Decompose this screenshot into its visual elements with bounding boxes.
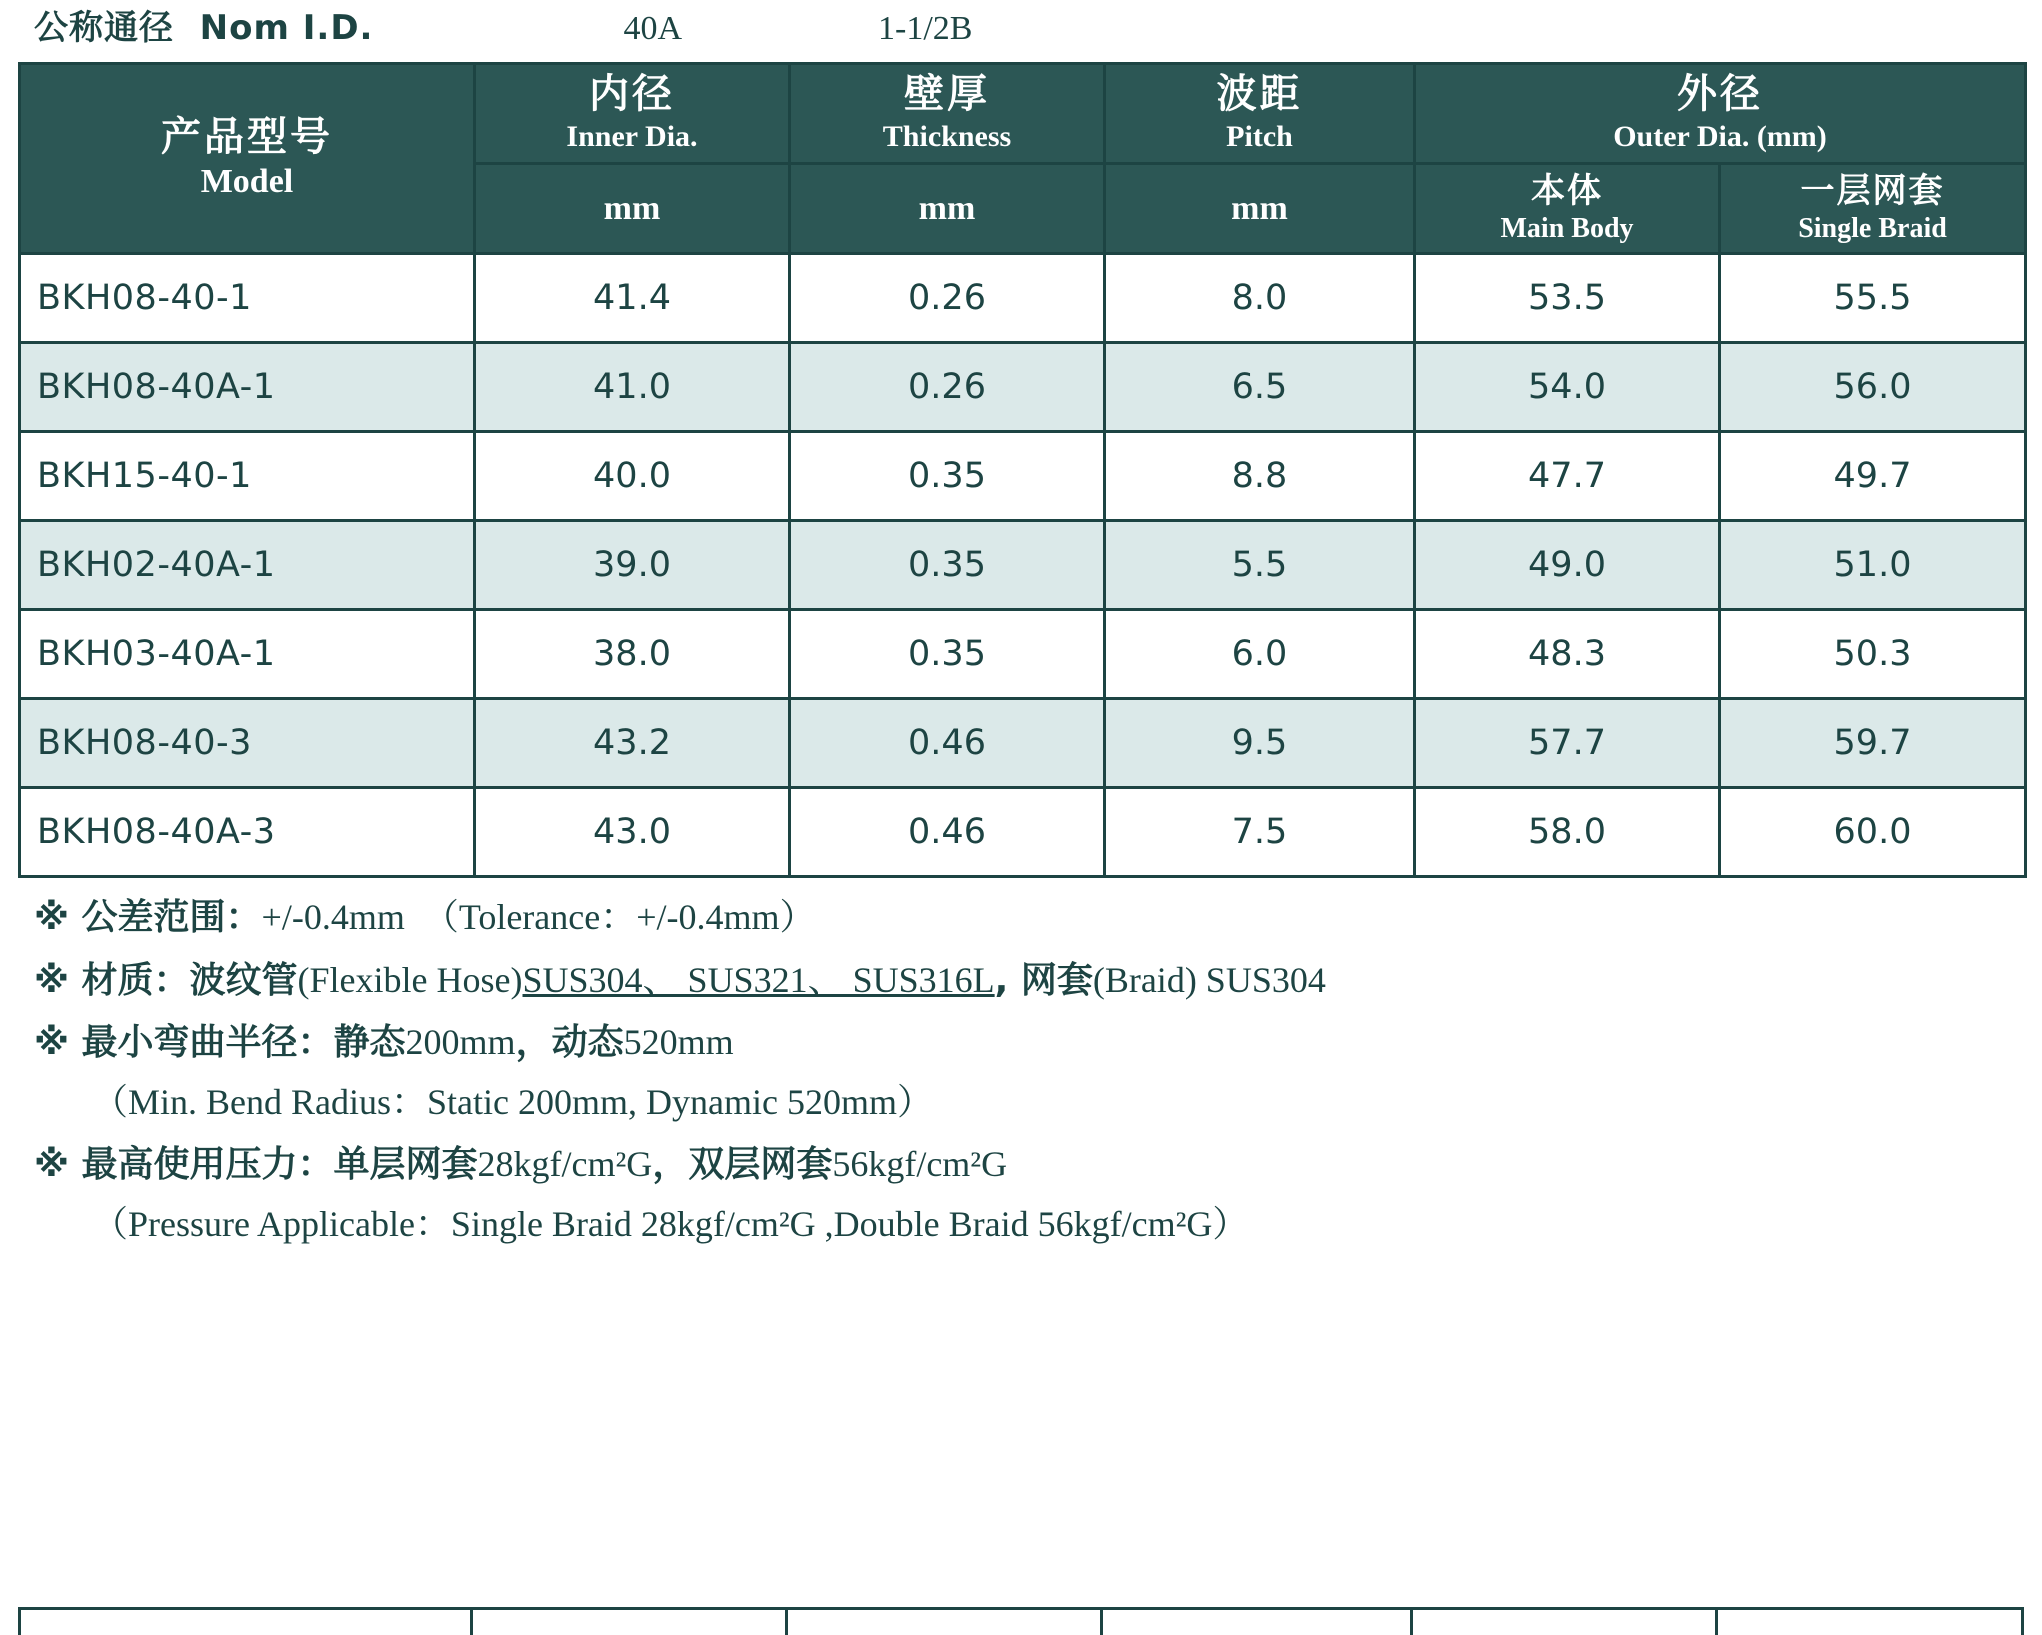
note-tolerance-en: +/-0.4mm （Tolerance：+/-0.4mm） bbox=[261, 897, 816, 938]
nominal-diameter-imperial: 1-1/2B bbox=[878, 10, 973, 47]
table-row bbox=[20, 254, 2026, 343]
cell-single-braid: 60.0 bbox=[1720, 788, 2026, 877]
cell-inner: 43.2 bbox=[475, 699, 790, 788]
table-row bbox=[20, 432, 2026, 521]
header-model-en: Model bbox=[200, 163, 294, 201]
note-bend-en-text: （Min. Bend Radius：Static 200mm, Dynamic 520mm） bbox=[92, 1081, 933, 1122]
header-pitch bbox=[1105, 64, 1415, 164]
cell-single-braid: 56.0 bbox=[1720, 343, 2026, 432]
note-bend-dynamic-value: 520mm bbox=[623, 1021, 734, 1062]
cell-model: BKH15-40-1 bbox=[20, 432, 475, 521]
cell-thickness: 0.35 bbox=[790, 610, 1105, 699]
cell-main-body: 48.3 bbox=[1415, 610, 1720, 699]
note-tolerance bbox=[34, 892, 2008, 943]
note-pressure-double-value: 56kgf/cm²G bbox=[832, 1143, 1008, 1184]
cell-model: BKH08-40A-1 bbox=[20, 343, 475, 432]
stub-vline-2 bbox=[470, 1607, 473, 1635]
next-table-grid-stub bbox=[18, 1607, 2024, 1635]
note-material-braid-en: (Braid) SUS304 bbox=[1092, 959, 1326, 1000]
note-mark: ※ bbox=[34, 1143, 82, 1185]
note-mark: ※ bbox=[34, 897, 82, 939]
specification-table bbox=[18, 62, 2027, 878]
cell-inner: 39.0 bbox=[475, 521, 790, 610]
cell-pitch: 9.5 bbox=[1105, 699, 1415, 788]
header-main-body bbox=[1415, 163, 1720, 254]
cell-pitch: 6.5 bbox=[1105, 343, 1415, 432]
header-main-body-en: Main Body bbox=[1500, 213, 1634, 245]
cell-single-braid: 49.7 bbox=[1720, 432, 2026, 521]
cell-main-body: 49.0 bbox=[1415, 521, 1720, 610]
cell-pitch: 5.5 bbox=[1105, 521, 1415, 610]
cell-thickness: 0.46 bbox=[790, 699, 1105, 788]
cell-thickness: 0.35 bbox=[790, 521, 1105, 610]
note-pressure-en-text: （Pressure Applicable：Single Braid 28kgf/cm²G ,Double Braid 56kgf/cm²G） bbox=[92, 1204, 1249, 1245]
note-pressure-en bbox=[34, 1199, 2008, 1250]
note-pressure-cn: 最高使用压力：单层网套 bbox=[81, 1143, 478, 1185]
note-pressure-cn2: ，双层网套 bbox=[652, 1143, 833, 1185]
note-bend-radius bbox=[34, 1017, 2008, 1068]
cell-single-braid: 51.0 bbox=[1720, 521, 2026, 610]
note-material-braid-cn: , 网套 bbox=[994, 959, 1093, 1001]
nominal-diameter-metric: 40A bbox=[623, 10, 683, 47]
note-bend-cn: 最小弯曲半径：静态 bbox=[81, 1021, 406, 1063]
cell-model: BKH03-40A-1 bbox=[20, 610, 475, 699]
nominal-diameter-label: 公称通径 Nom I.D. bbox=[34, 8, 374, 48]
stub-vline-4 bbox=[1100, 1607, 1103, 1635]
note-material-hose-en: (Flexible Hose) bbox=[297, 959, 523, 1000]
cell-pitch: 7.5 bbox=[1105, 788, 1415, 877]
cell-main-body: 54.0 bbox=[1415, 343, 1720, 432]
cell-main-body: 58.0 bbox=[1415, 788, 1720, 877]
header-outer-dia-en: Outer Dia. (mm) bbox=[1613, 120, 1827, 154]
header-pitch-cn: 波距 bbox=[1216, 71, 1303, 117]
header-main-body-cn: 本体 bbox=[1531, 170, 1603, 211]
unit-pitch: mm bbox=[1231, 189, 1288, 227]
notes-section bbox=[18, 878, 2024, 1250]
header-outer-dia-cn: 外径 bbox=[1677, 71, 1763, 117]
header-outer-dia bbox=[1415, 64, 2026, 164]
note-bend-static-value: 200mm bbox=[405, 1021, 516, 1062]
note-material bbox=[34, 955, 2008, 1006]
header-single-braid-cn: 一层网套 bbox=[1800, 170, 1945, 211]
stub-top-border bbox=[18, 1607, 2024, 1610]
cell-pitch: 8.0 bbox=[1105, 254, 1415, 343]
cell-model: BKH08-40-3 bbox=[20, 699, 475, 788]
cell-inner: 38.0 bbox=[475, 610, 790, 699]
note-pressure bbox=[34, 1139, 2008, 1190]
table-head bbox=[20, 64, 2026, 254]
note-material-grades: SUS304、 SUS321、 SUS316L bbox=[522, 959, 995, 1000]
cell-inner: 41.4 bbox=[475, 254, 790, 343]
header-inner-dia-en: Inner Dia. bbox=[566, 120, 698, 154]
stub-vline-3 bbox=[785, 1607, 788, 1635]
unit-thickness: mm bbox=[918, 189, 976, 227]
cell-thickness: 0.26 bbox=[790, 343, 1105, 432]
cell-pitch: 6.0 bbox=[1105, 610, 1415, 699]
note-mark: ※ bbox=[34, 1021, 82, 1063]
table-row bbox=[20, 521, 2026, 610]
note-material-cn: 材质：波纹管 bbox=[81, 959, 298, 1001]
header-single-braid-en: Single Braid bbox=[1798, 213, 1947, 245]
table-row bbox=[20, 699, 2026, 788]
note-bend-radius-en bbox=[34, 1077, 2008, 1128]
header-pitch-unit bbox=[1105, 163, 1415, 254]
table-row bbox=[20, 343, 2026, 432]
header-thickness-en: Thickness bbox=[882, 120, 1012, 154]
cell-single-braid: 55.5 bbox=[1720, 254, 2026, 343]
header-inner-dia-cn: 内径 bbox=[589, 71, 675, 117]
note-mark: ※ bbox=[34, 959, 82, 1001]
stub-vline-5 bbox=[1410, 1607, 1413, 1635]
header-thickness bbox=[790, 64, 1105, 164]
note-bend-cn2: ，动态 bbox=[515, 1021, 624, 1063]
note-tolerance-cn: 公差范围： bbox=[81, 897, 262, 939]
table-body bbox=[20, 254, 2026, 877]
header-single-braid bbox=[1720, 163, 2026, 254]
header-inner-dia bbox=[475, 64, 790, 164]
header-model-cn: 产品型号 bbox=[161, 113, 333, 160]
cell-single-braid: 50.3 bbox=[1720, 610, 2026, 699]
cell-main-body: 57.7 bbox=[1415, 699, 1720, 788]
cell-inner: 41.0 bbox=[475, 343, 790, 432]
cell-model: BKH08-40-1 bbox=[20, 254, 475, 343]
cell-model: BKH08-40A-3 bbox=[20, 788, 475, 877]
stub-vline-6 bbox=[1715, 1607, 1718, 1635]
cell-model: BKH02-40A-1 bbox=[20, 521, 475, 610]
header-thickness-cn: 壁厚 bbox=[904, 71, 990, 117]
table-row bbox=[20, 788, 2026, 877]
header-row-1 bbox=[20, 64, 2026, 164]
cell-thickness: 0.26 bbox=[790, 254, 1105, 343]
cell-single-braid: 59.7 bbox=[1720, 699, 2026, 788]
header-inner-dia-unit bbox=[475, 163, 790, 254]
cell-inner: 43.0 bbox=[475, 788, 790, 877]
header-pitch-en: Pitch bbox=[1226, 120, 1293, 154]
unit-inner: mm bbox=[603, 189, 661, 227]
cell-main-body: 47.7 bbox=[1415, 432, 1720, 521]
stub-vline-1 bbox=[18, 1607, 21, 1635]
table-row bbox=[20, 610, 2026, 699]
cell-inner: 40.0 bbox=[475, 432, 790, 521]
nominal-diameter-row bbox=[18, 0, 2024, 62]
cell-thickness: 0.46 bbox=[790, 788, 1105, 877]
cell-thickness: 0.35 bbox=[790, 432, 1105, 521]
header-model bbox=[20, 64, 475, 254]
note-pressure-single-value: 28kgf/cm²G bbox=[477, 1143, 653, 1184]
header-thickness-unit bbox=[790, 163, 1105, 254]
cell-main-body: 53.5 bbox=[1415, 254, 1720, 343]
stub-vline-7 bbox=[2021, 1607, 2024, 1635]
cell-pitch: 8.8 bbox=[1105, 432, 1415, 521]
